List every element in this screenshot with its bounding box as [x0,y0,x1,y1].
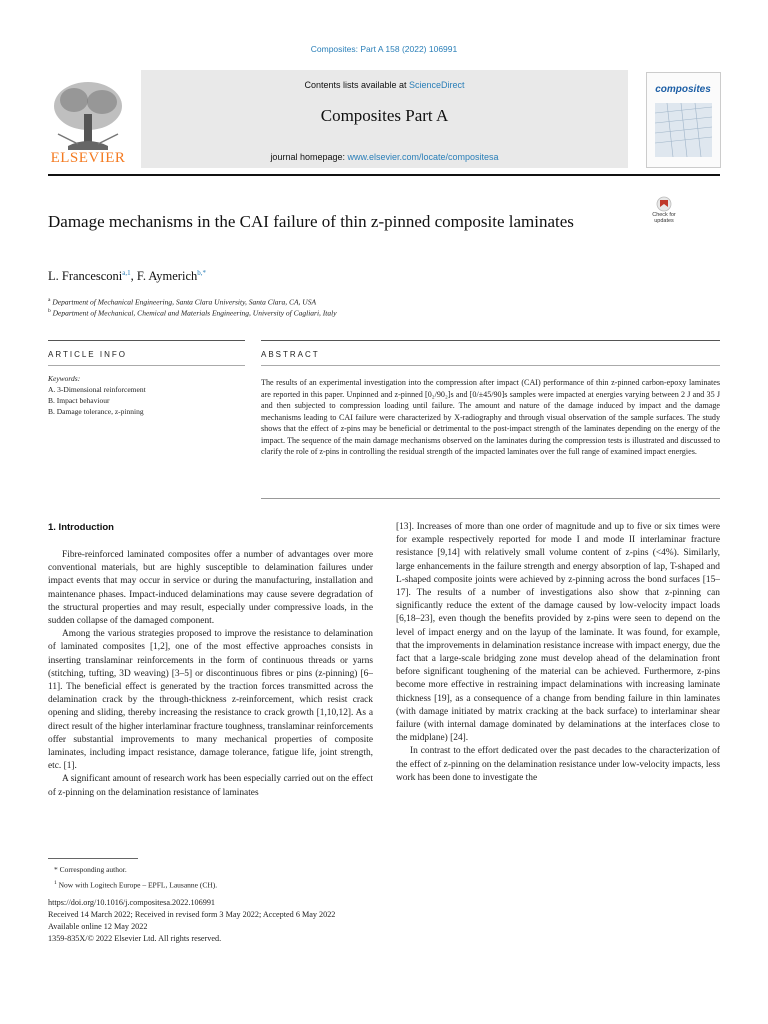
journal-homepage-line [141,152,628,162]
paragraph: Fibre-reinforced laminated composites offer a number of advantages over more conventional materials, but are highly susceptible to delamination failures under impact events that may occur in service or during the manufacturing, installation and maintenance phases. Impact-induced delaminations may cause severe degradation of the structural properties and may result, especially under compressive loads, in the sudden collapse of the damaged component. [48,550,373,627]
abstract-end-divider [261,498,720,499]
section-heading-introduction: 1. Introduction [48,522,114,533]
left-column [48,549,373,800]
header-divider [48,174,720,176]
author-list [48,269,206,284]
footnote-corresponding [54,864,127,876]
elsevier-wordmark: ELSEVIER [50,150,126,166]
abstract-heading: ABSTRACT [261,350,320,359]
author-affiliation-mark[interactable]: a,1 [122,269,131,277]
sciencedirect-link[interactable]: ScienceDirect [409,80,465,90]
paragraph: [13]. Increases of more than one order of magnitude and up to five or six times were for example respectively reported for mode I and mode II interlaminar fracture resistance [9,14] with relatively small volume content of z-pins (<4%). Similarly, large enhancements in the failure strength and energy absorption of lap, T-shaped and L-shaped composite joints were achieved by z-pinning across the bond surfaces [15–17]. The results of a number of investigations also show that z-pinning can significantly reduce the extent of the damage caused by low-velocity impact loads [6,18–23], even though the benefits provided by z-pins were seen to depend on the level of impact energy and on the layup of the laminate. It was found, for example, that the improvements in delamination resistance increase with impact energy, due the fact that a large-scale bridging zone must develop ahead of the delamination front before significant toughening of the material can be achieved. Furthermore, z-pins become more effective in restraining impact delaminations with increasing laminate thickness [19], as a consequence of a change from bending failure in thin laminates (with damage initiated by matrix cracking at the back surface) to interlaminar shear failure (with internal damage dominated by delaminations at the interfaces close to the midplane) [24]. [396,522,720,744]
right-column [396,521,720,785]
affiliation-text: Department of Mechanical, Chemical and Materials Engineering, University of Cagliari, Italy [50,308,337,318]
author-name: L. Francesconi [48,269,123,284]
journal-homepage-link[interactable]: www.elsevier.com/locate/compositesa [347,152,499,162]
received-dates: Received 14 March 2022; Received in revised form 3 May 2022; Accepted 6 May 2022 [48,910,336,919]
article-title: Damage mechanisms in the CAI failure of thin z-pinned composite laminates [48,212,574,231]
affiliation-mark: b [48,308,51,314]
abstract-text: The results of an experimental investigation into the compression after impact (CAI) performance of thin z-pinned carbon-epoxy laminates are reported in this paper. Unpinned and z-pinned [0₂/90₂]s and [0/±45/90]s samples were impacted at energies varying between 2 J and 35 J and then subjected to compression loading until failure. The amount and nature of the damage induced by impact and the damage mechanisms leading to CAI failure were characterized by X-radiography and through visual observation of the sample surfaces. The study shows that the effect of z-pins may be beneficial or detrimental to the post-impact strength of the laminates depending on the energy of the impact. The sequence of the main damage mechanisms observed on the laminates during the compression tests is illustrated and discussed to clarify the role of z-pins in controlling the residual strength of the impacted laminates over the full range of examined impact energies. [261,378,720,456]
affiliation-b [48,308,337,318]
keyword-item: A. 3-Dimensional reinforcement [48,385,146,394]
affiliation-a [48,297,316,307]
abstract-subdivider [261,365,720,366]
article-info-divider [48,340,245,341]
keyword-item: B. Damage tolerance, z-pinning [48,407,144,416]
article-info-heading: ARTICLE INFO [48,350,127,359]
footnote-text: Corresponding author. [59,865,127,874]
keywords-label: Keywords: [48,374,81,383]
abstract-divider [261,340,720,341]
author-affiliation-mark[interactable]: b,* [197,269,206,277]
author-name: , F. Aymerich [130,269,198,284]
available-online: Available online 12 May 2022 [48,922,148,931]
journal-reference-link[interactable]: Composites: Part A 158 (2022) 106991 [310,44,458,54]
footnote-mark: * [54,865,58,874]
contents-prefix: Contents lists available at [304,80,410,90]
footnote-divider [48,858,138,859]
check-for-updates-label[interactable]: Check for updates [652,212,676,224]
cover-journal-name: composites [655,84,711,95]
journal-title: Composites Part A [320,106,449,125]
homepage-prefix: journal homepage: [270,152,348,162]
copyright-line: 1359-835X/© 2022 Elsevier Ltd. All rights reserved. [48,934,222,943]
footnote-current-affiliation [54,877,217,892]
article-info-subdivider [48,365,245,366]
contents-line [141,80,628,90]
affiliation-text: Department of Mechanical Engineering, Santa Clara University, Santa Clara, CA, USA [50,297,317,307]
keyword-item: B. Impact behaviour [48,396,110,405]
doi-link[interactable]: https://doi.org/10.1016/j.compositesa.2022.106991 [48,898,216,907]
affiliation-mark: a [48,297,51,303]
footnote-mark: 1 [54,880,57,886]
footnote-text: Now with Logitech Europe – EPFL, Lausanne (CH). [58,880,218,890]
paragraph: In contrast to the effort dedicated over the past decades to the characterization of the effect of z-pinning on the delamination resistance under low-velocity impacts, less work has been done to investigate the [396,746,720,783]
paragraph: Among the various strategies proposed to improve the resistance to delamination of laminated composites [1,2], one of the most effective approaches consists in inserting translaminar reinforcements in the form of continuous threads or yarns (stitching, tufting, 3D weaving) [3–5] or discontinuous fibres or pins (z-pinning) [6–11]. The beneficial effect is generated by the traction forces transmitted across the delamination crack by the through-thickness z-reinforcement, which resist crack opening and sliding, thereby increasing the resistance to crack growth [1,10,12]. As a direct result of the higher interlaminar fracture toughness, translaminar reinforcements offer substantial improvements to many mechanical properties of composite laminates, including impact resistance, damage tolerance, fatigue life, joint strength, etc. [1]. [48,629,373,772]
paragraph: A significant amount of research work has been especially carried out on the effect of z-pinning on the delamination resistance of laminates [48,774,373,798]
